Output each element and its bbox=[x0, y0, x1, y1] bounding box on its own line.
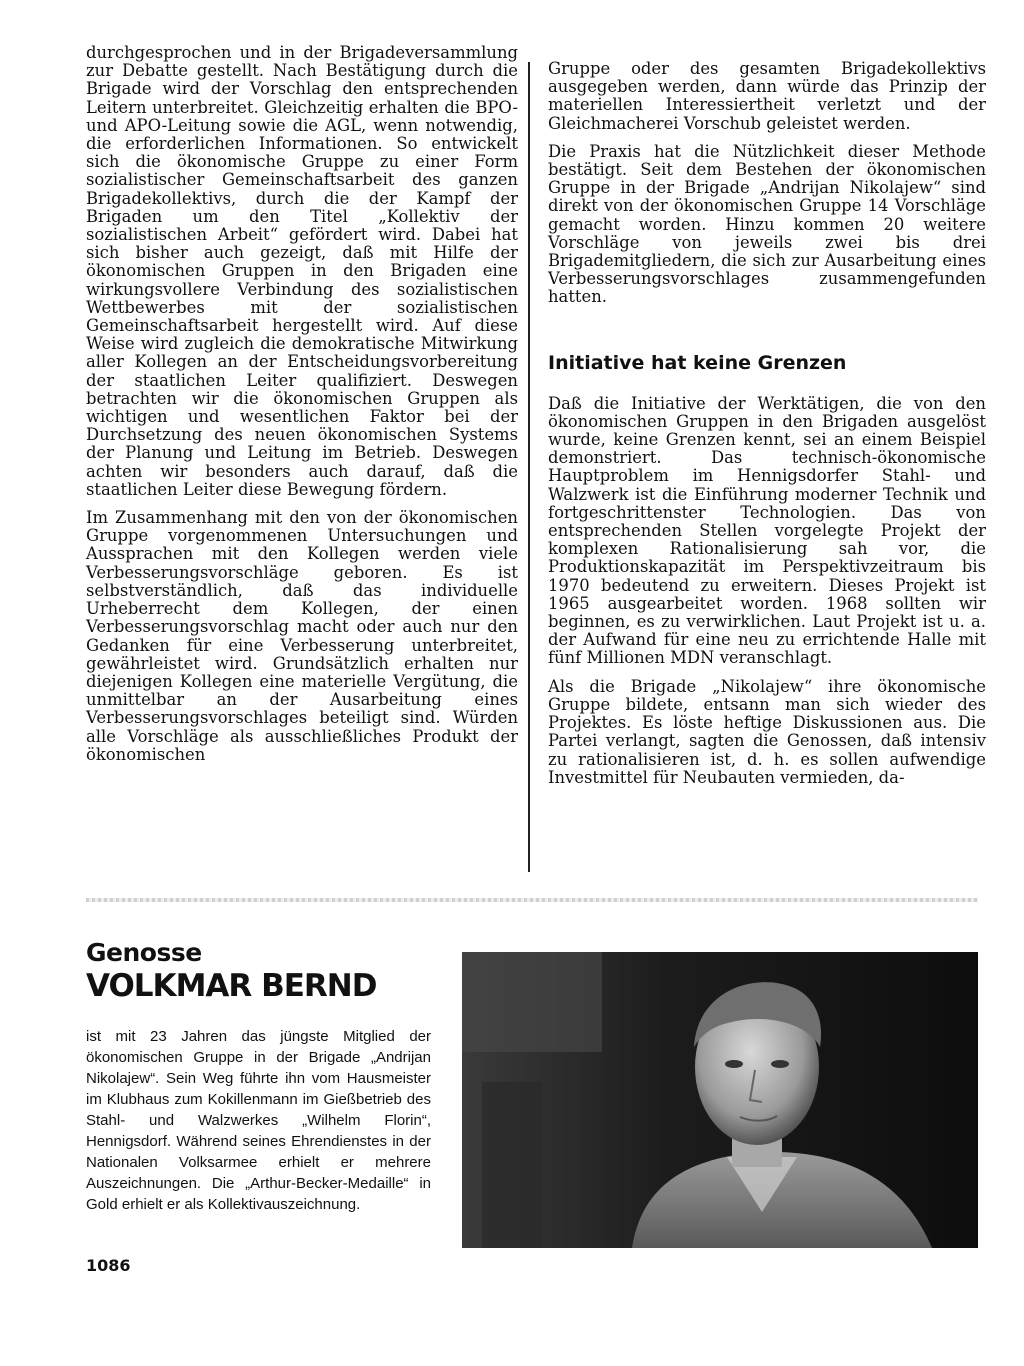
portrait-caption bbox=[86, 938, 431, 1215]
paragraph: Die Praxis hat die Nützlichkeit dieser Methode bestätigt. Seit dem Bestehen der ökonomischen Gruppe in der Brigade „Andrijan Nikolajew“ sind direkt von der ökonomischen Gruppe 14 Vorschläge gemacht worden. Hinzu kommen 20 weitere Vorschläge von jeweils zwei bis drei Brigademitgliedern, die sich zur Ausarbeitung eines Verbesserungsvorschlages zusammengefunden hatten. bbox=[548, 141, 986, 307]
page-number: 1086 bbox=[86, 1256, 131, 1275]
portrait-photo bbox=[462, 952, 978, 1248]
caption-name: VOLKMAR BERND bbox=[86, 968, 377, 1004]
left-text-column bbox=[86, 44, 518, 774]
paragraph: Daß die Initiative der Werktätigen, die von den ökonomischen Gruppen in den Brigaden ausgelöst wurde, keine Grenzen kennt, sei an einem Beispiel demonstriert. Das technisch-ökonomische Hauptproblem im Hennigsdorfer Stahl- und Walzwerk ist die Einführung moderner Technik und fortgeschrittenster Technologien. Das von entsprechenden Stellen vorgelegte Projekt der komplexen Rationalisierung sah vor, die Produktionskapazität im Perspektivzeitraum bis 1970 bedeutend zu erweitern. Dieses Projekt ist 1965 ausgearbeitet worden. 1968 sollten wir beginnen, es zu verwirklichen. Laut Projekt ist u. a. der Aufwand für eine neu zu errichtende Halle mit fünf Millionen MDN veranschlagt. bbox=[548, 393, 986, 668]
caption-text: ist mit 23 Jahren das jüngste Mitglied der ökonomischen Gruppe in der Brigade „Andrijan Nikolajew“. Sein Weg führte ihn vom Hausmeister im Klubhaus zum Kokillenmann im Gießbetrieb des Stahl- und Walzwerkes „Wilhelm Florin“, Hennigsdorf. Während seines Ehrendienstes in der Nationalen Volksarmee erhielt er mehrere Auszeichnungen. Die „Arthur-Becker-Medaille“ in Gold erhielt er als Kollektivauszeichnung. bbox=[86, 1028, 431, 1213]
column-divider bbox=[528, 62, 530, 872]
caption-prefix: Genosse bbox=[86, 938, 202, 967]
paragraph: Gruppe oder des gesamten Brigadekollektivs ausgegeben werden, dann würde das Prinzip der materiellen Interessiertheit verletzt und der Gleichmacherei Vorschub geleistet werden. bbox=[548, 59, 986, 133]
portrait-photo-image bbox=[462, 952, 978, 1248]
paragraph: Als die Brigade „Nikolajew“ ihre ökonomische Gruppe bildete, entsann man sich wieder des Projektes. Es löste heftige Diskussionen aus. Die Partei verlangt, sagten die Genossen, daß intensiv zu rationalisieren ist, d. h. es sollen aufwendige Investmittel für Neubauten vermieden, da- bbox=[548, 676, 986, 787]
right-text-column bbox=[548, 60, 986, 797]
paragraph: Im Zusammenhang mit den von der ökonomischen Gruppe vorgenommenen Untersuchungen und Aussprachen mit den Kollegen werden viele Verbesserungsvorschläge geboren. Es ist selbstverständlich, daß das individuelle Urheberrecht dem Kollegen, der einen Verbesserungsvorschlag macht oder auch nur den Gedanken für eine Verbesserung unterbreitet, gewährleistet wird. Grundsätzlich erhalten nur diejenigen Kollegen eine materielle Vergütung, die unmittelbar an der Ausarbeitung eines Verbesserungsvorschlages beteiligt sind. Würden alle Vorschläge als ausschließliches Produkt der ökonomischen bbox=[86, 508, 518, 764]
paragraph: durchgesprochen und in der Brigadeversammlung zur Debatte gestellt. Nach Bestätigung durch die Brigade wird der Vorschlag den entsprechenden Leitern unterbreitet. Gleichzeitig erhalten die BPO- und APO-Leitung sowie die AGL, wenn notwendig, die erforderlichen Informationen. So entwickelt sich die ökonomische Gruppe zu einer Form sozialistischer Gemeinschaftsarbeit des ganzen Brigadekollektivs, durch die der Kampf der Brigaden um den Titel „Kollektiv der sozialistischen Arbeit“ gefördert wird. Dabei hat sich bisher auch gezeigt, daß mit Hilfe der ökonomischen Gruppen in den Brigaden eine wirkungsvollere Verbindung des sozialistischen Wettbewerbes mit der sozialistischen Gemeinschaftsarbeit hergestellt wird. Auf diese Weise wird zugleich die demokratische Mitwirkung aller Kollegen an der Entscheidungsvorbereitung der staatlichen Leiter qualifiziert. Deswegen betrachten wir die ökonomischen Gruppen als wichtigen und wesentlichen Faktor bei der Durchsetzung des neuen ökonomischen Systems der Planung und Leitung im Betrieb. Deswegen achten wir besonders auch darauf, daß die staatlichen Leiter diese Bewegung fördern. bbox=[86, 43, 518, 499]
section-heading: Initiative hat keine Grenzen bbox=[548, 351, 847, 374]
horizontal-rule bbox=[86, 898, 978, 902]
